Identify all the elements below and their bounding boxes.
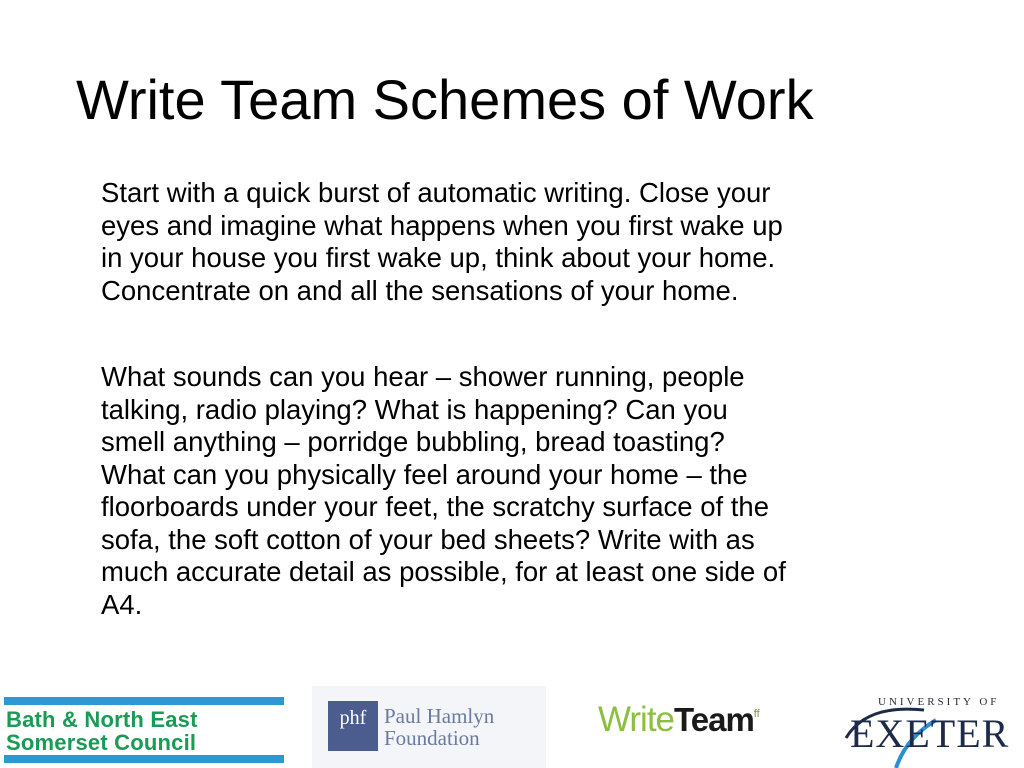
exeter-name: EXETER bbox=[850, 711, 1010, 756]
banes-council-logo bbox=[0, 695, 286, 765]
paragraph-line: sofa, the soft cotton of your bed sheets? Write with as bbox=[101, 523, 755, 555]
paragraph-line: eyes and imagine what happens when you first wake up bbox=[101, 209, 783, 241]
writeteam-logo bbox=[598, 700, 798, 744]
paul-hamlyn-foundation-logo bbox=[312, 686, 546, 768]
phf-line-1: Paul Hamlyn bbox=[384, 704, 495, 728]
paragraph-line: Concentrate on and all the sensations of your home. bbox=[101, 274, 739, 306]
writeteam-mark: ff bbox=[753, 708, 760, 720]
phf-line-2: Foundation bbox=[384, 726, 480, 750]
banes-line-2: Somerset Council bbox=[6, 730, 197, 755]
writeteam-team: Team bbox=[674, 701, 754, 738]
exeter-university-of: UNIVERSITY OF bbox=[878, 696, 1000, 708]
paragraph-line: floorboards under your feet, the scratchy surface of the bbox=[101, 491, 770, 522]
paragraph-line: A4. bbox=[101, 588, 143, 620]
body-paragraph-2 bbox=[101, 361, 961, 621]
paragraph-line: What sounds can you hear – shower running, people bbox=[101, 361, 745, 392]
phf-name bbox=[384, 705, 494, 749]
paragraph-line: What can you physically feel around your home – the bbox=[101, 458, 748, 490]
slide-title: Write Team Schemes of Work bbox=[76, 68, 814, 131]
phf-mark-text: phf bbox=[339, 707, 367, 729]
banes-line-1: Bath & North East bbox=[6, 707, 198, 732]
banes-logo-text bbox=[6, 708, 198, 754]
phf-mark bbox=[328, 701, 378, 751]
logo-stripe bbox=[4, 755, 284, 763]
paragraph-line: Start with a quick burst of automatic writing. Close your bbox=[101, 177, 771, 208]
writeteam-write: Write bbox=[598, 700, 675, 739]
logo-stripe bbox=[4, 697, 284, 705]
paragraph-line: much accurate detail as possible, for at least one side of bbox=[101, 556, 786, 587]
university-of-exeter-logo bbox=[836, 694, 1020, 766]
body-paragraph-1 bbox=[101, 177, 961, 307]
paragraph-line: in your house you first wake up, think about your home. bbox=[101, 242, 776, 273]
paragraph-line: talking, radio playing? What is happening? Can you bbox=[101, 393, 728, 425]
paragraph-line: smell anything – porridge bubbling, bread toasting? bbox=[101, 426, 725, 457]
